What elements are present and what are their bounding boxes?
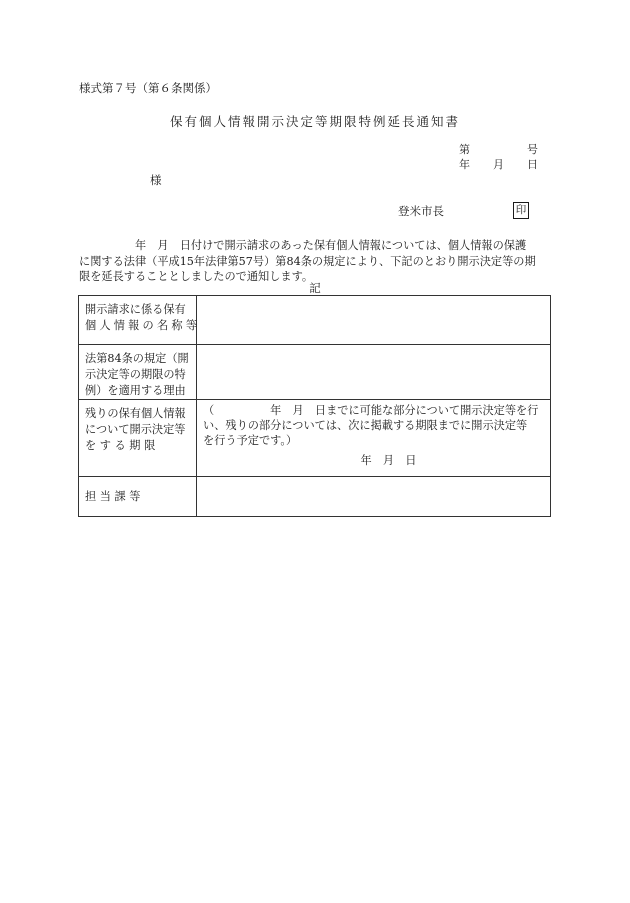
- document-title: 保有個人情報開示決定等期限特例延長通知書: [169, 114, 460, 129]
- label-text: 開示請求に係る保有: [85, 303, 186, 316]
- notice-body: [79, 238, 551, 285]
- notice-body-line: 限を延長することとしましたので通知します。: [79, 270, 314, 283]
- label-char: 限: [144, 439, 156, 452]
- label-char: 等: [129, 490, 141, 503]
- table-row: [79, 477, 551, 517]
- table-content-cell: [197, 345, 551, 400]
- label-char: す: [99, 439, 111, 452]
- date-month: 月: [493, 158, 504, 171]
- label-char: 担: [85, 490, 97, 503]
- table-row: [79, 400, 551, 477]
- label-char: 期: [129, 439, 141, 452]
- addressee-honorific: 様: [150, 173, 162, 187]
- reference-number-suffix: 号: [527, 143, 538, 156]
- label-text: 示決定等の期限の特: [85, 368, 186, 381]
- date-day: 日: [527, 158, 538, 171]
- table-label-cell: [79, 296, 201, 345]
- label-text: [85, 489, 190, 505]
- reference-number-prefix: 第: [459, 143, 470, 156]
- label-char: を: [85, 439, 97, 452]
- sender-mayor: 登米市長: [398, 204, 444, 218]
- table-content-cell: [197, 477, 551, 517]
- seal-stamp: 印: [513, 202, 529, 219]
- label-text: [85, 438, 190, 454]
- notice-body-line: 年 月 日付けで開示請求のあった保有個人情報については、個人情報の保護: [79, 239, 527, 252]
- date-year: 年: [459, 158, 470, 171]
- table-label-cell: [79, 477, 197, 517]
- record-table: [78, 295, 551, 517]
- label-text: 法第84条の規定（開: [85, 352, 189, 365]
- form-number: 様式第７号（第６条関係）: [79, 81, 217, 95]
- notice-body-line: に関する法律（平成15年法律第57号）第84条の規定により、下記のとおり開示決定等の期: [79, 254, 536, 268]
- content-date: 年 月 日: [360, 454, 417, 467]
- table-content-cell: [197, 400, 551, 477]
- record-heading: 記: [309, 281, 321, 295]
- table-label-cell: [79, 345, 197, 400]
- table-content-cell: [197, 296, 551, 345]
- content-text: い、残りの部分については、次に掲載する期限までに開示決定等: [203, 419, 528, 432]
- label-char: 課: [114, 490, 126, 503]
- label-char: 当: [99, 490, 111, 503]
- label-text: 例）を適用する理由: [85, 384, 186, 397]
- table-row: [79, 296, 551, 345]
- content-text: （ 年 月 日までに可能な部分について開示決定等を行: [203, 404, 539, 417]
- table-row: [79, 345, 551, 400]
- label-char: る: [114, 439, 126, 452]
- label-text: 個人情報の名称等: [85, 319, 201, 332]
- content-text: を行う予定です。）: [203, 434, 298, 447]
- label-text: について開示決定等: [85, 423, 186, 436]
- table-label-cell: [79, 400, 197, 477]
- label-text: 残りの保有個人情報: [85, 407, 186, 420]
